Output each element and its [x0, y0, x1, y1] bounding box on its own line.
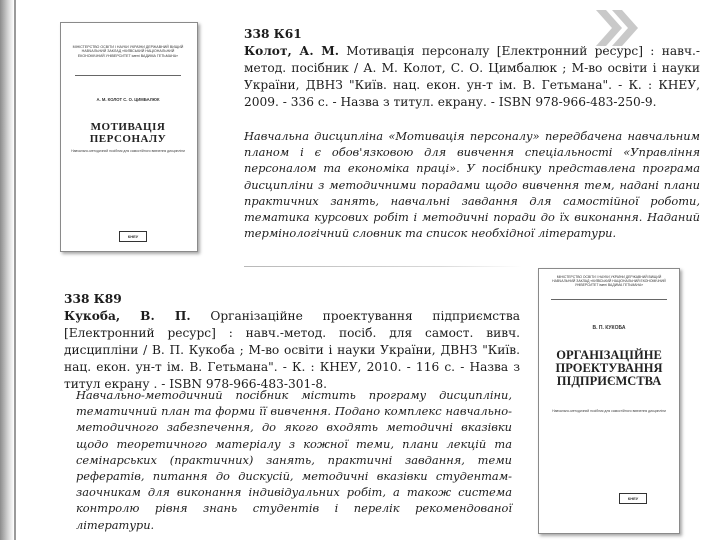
cover-title: МОТИВАЦІЯ ПЕРСОНАЛУ [89, 121, 167, 145]
cover-rule [75, 75, 181, 76]
cover-subtitle: Навчально-методичний посібник для самостійного вивчення дисципліни [71, 149, 185, 153]
entry-author: Колот, А. М. [244, 44, 339, 58]
cover-authors: В. П. КУКОБА [592, 325, 626, 331]
annotation-1: Навчальна дисципліна «Мотивація персоналу» передбачена навчальним планом і є обов'язковою для вивчення спеціальності «Управління персоналом та економіка праці». У посібнику представлена програма дисципліни з методичними порадами щодо вивчення тем, надані плани практичних занять, навчальні завдання для самостійної роботи, тематика курсових робіт і методичні поради до їх виконання. Наданий термінологічний словник та список необхідної літератури. [244, 129, 700, 241]
classification-code: 338 К89 [64, 292, 122, 306]
section-divider [244, 266, 522, 267]
book-cover-org-design [538, 268, 680, 534]
cover-rule [551, 299, 667, 300]
book-cover-motivation [60, 22, 198, 252]
bibliographic-entry-2 [64, 291, 520, 393]
annotation-2: Навчально-методичний посібник містить програму дисципліни, тематичний план та форми її вивчення. Подано комплекс навчально-методичного забезпечення, до якого входять методичні вказівки щодо теоретичного матеріалу з кожної теми, плани лекцій та семінарських (практичних) занять, практичні завдання, теми рефератів, питання до дискусій, методичні вказівки студентам-заочникам для виконання індивідуальних робіт, а також система контролю рівня знань студентів і перелік рекомендованої літератури. [76, 388, 512, 532]
cover-institution-text: МІНІСТЕРСТВО ОСВІТИ І НАУКИ УКРАЇНИ ДЕРЖАВНИЙ ВИЩИЙ НАВЧАЛЬНИЙ ЗАКЛАД «КИЇВСЬКИЙ НАЦІОНАЛЬНИЙ ЕКОНОМІЧНИЙ УНІВЕРСИТЕТ імені ВАДИМА ГЕТЬМАНА» [72, 45, 184, 58]
entry-citation: Мотивація персоналу [Електронний ресурс] : навч.-метод. посібник / А. М. Колот, С. О. Цимбалюк ; М-во освіти і науки України, ДВНЗ "Київ. нац. екон. ун-т ім. В. Гетьмана". - К. : КНЕУ, 2009. - 336 с. - Назва з титул. екрану. - ISBN 978-966-483-250-9. [244, 44, 701, 109]
cover-title: ОРГАНІЗАЦІЙНЕ ПРОЕКТУВАННЯ ПІДПРИЄМСТВА [555, 348, 663, 388]
cover-subtitle: Навчально-методичний посібник для самостійного вивчення дисципліни [552, 409, 666, 413]
bibliographic-entry-1 [244, 26, 700, 111]
left-decor-line [14, 0, 16, 540]
entry-citation: Організаційне проектування підприємства [Електронний ресурс] : навч.-метод. посіб. для самост. вивч. дисципліни / В. П. Кукоба ; М-во освіти і науки України, ДВНЗ "Київ. нац. екон. ун-т ім. В. Гетьмана". - К. : КНЕУ, 2010. - 116 с. - Назва з титул екрану . - ISBN 978-966-483-301-8. [64, 309, 520, 391]
publisher-logo: КНЕУ [119, 231, 147, 242]
publisher-logo: КНЕУ [619, 493, 647, 504]
cover-authors: А. М. КОЛОТ С. О. ЦИМБАЛЮК [96, 97, 160, 102]
classification-code: 338 К61 [244, 27, 302, 41]
cover-institution-text: МІНІСТЕРСТВО ОСВІТИ І НАУКИ УКРАЇНИ ДЕРЖАВНИЙ ВИЩИЙ НАВЧАЛЬНИЙ ЗАКЛАД «КИЇВСЬКИЙ НАЦІОНАЛЬНИЙ ЕКОНОМІЧНИЙ УНІВЕРСИТЕТ імені ВАДИМА ГЕТЬМАНА» [552, 275, 666, 288]
entry-author: Кукоба, В. П. [64, 309, 191, 323]
left-decor-band [0, 0, 14, 540]
